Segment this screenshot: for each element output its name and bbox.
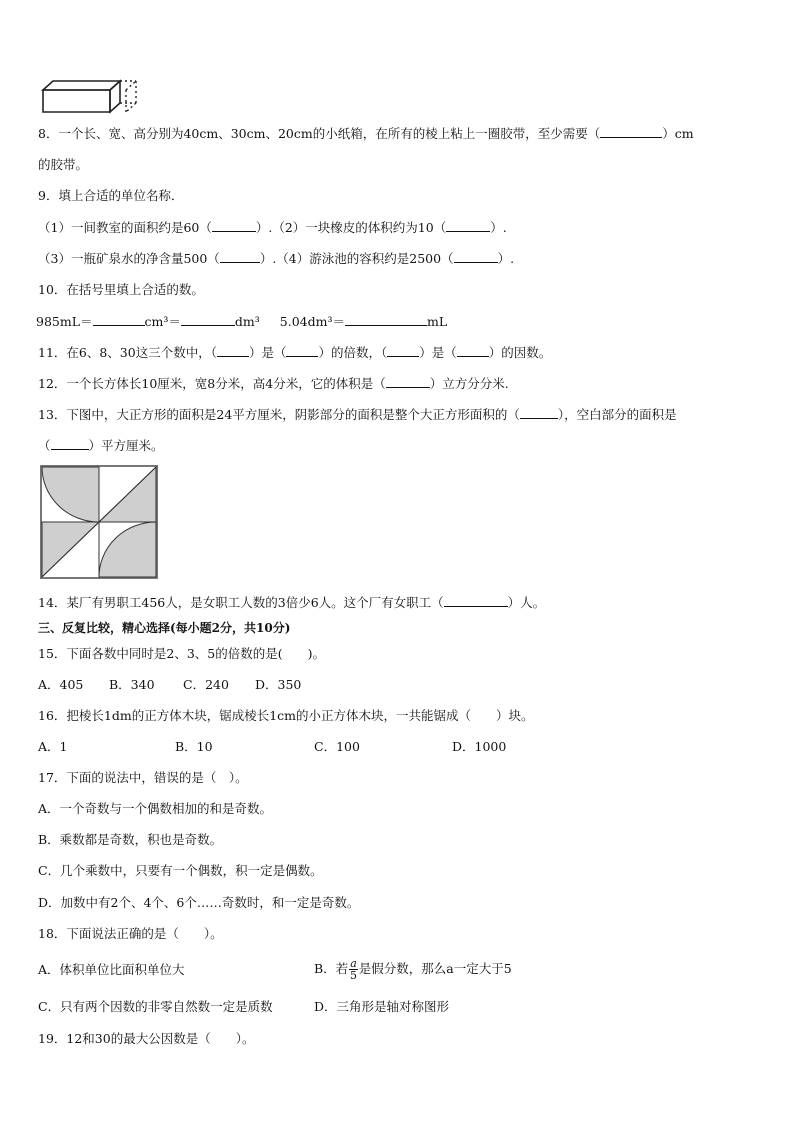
question-16 (38, 708, 534, 724)
q9-p1a: （1）一间教室的面积约是60（ (38, 220, 212, 235)
q18-option-b[interactable] (314, 954, 512, 984)
q10-b: cm³＝ (144, 314, 181, 329)
q17-option-c[interactable] (38, 863, 323, 879)
q8-text-end: ）cm (662, 126, 694, 141)
q18-stem: 18．下面说法正确的是（ ）。 (38, 926, 223, 941)
q17-option-d-label: D．加数中有2个、4个、6个……奇数时，和一定是奇数。 (38, 895, 360, 910)
q13-a: 13．下图中，大正方形的面积是24平方厘米，阴影部分的面积是整个大正方形面积的（ (38, 407, 520, 422)
question-17 (38, 770, 248, 786)
q17-option-c-label: C．几个乘数中，只要有一个偶数，积一定是偶数。 (38, 863, 323, 878)
q16-option-c-label: C．100 (314, 739, 360, 754)
q9-blank-3[interactable] (220, 250, 260, 263)
q13-c: （ (38, 438, 51, 453)
q17-option-b[interactable] (38, 832, 222, 848)
question-9-title (38, 188, 183, 204)
q17-option-a[interactable] (38, 801, 272, 817)
question-13 (38, 406, 677, 423)
q15-stem: 15．下面各数中同时是2、3、5的倍数的是( )。 (38, 646, 326, 661)
q16-option-b[interactable] (175, 739, 213, 755)
q13-blank-1[interactable] (520, 406, 558, 419)
q15-option-d-label: D．350 (255, 677, 302, 692)
question-9-row-2 (38, 250, 514, 267)
q15-option-d[interactable] (255, 677, 301, 693)
q13-d: ）平方厘米。 (88, 438, 164, 453)
q9-p2a: （3）一瓶矿泉水的净含量500（ (38, 251, 220, 266)
q10-title: 10．在括号里填上合适的数。 (38, 282, 204, 297)
q16-option-d[interactable] (452, 739, 506, 755)
q11-b: ）是（ (248, 345, 287, 360)
q11-blank-1[interactable] (217, 344, 249, 357)
q14-a: 14．某厂有男职工456人，是女职工人数的3倍少6人。这个厂有女职工（ (38, 595, 444, 610)
section-3-title: 三、反复比较，精心选择(每小题2分，共10分) (38, 621, 291, 635)
q9-title: 9．填上合适的单位名称． (38, 188, 184, 203)
q12-blank[interactable] (386, 375, 430, 388)
q10-c: dm³ (234, 314, 260, 329)
q18-option-d-label: D．三角形是轴对称图形 (314, 999, 450, 1014)
q11-blank-3[interactable] (387, 344, 419, 357)
q15-option-b-label: B．340 (109, 677, 155, 692)
q9-p1b: ）.（2）一块橡皮的体积约为10（ (255, 220, 447, 235)
q18-option-b-post: 是假分数，那么a一定大于5 (358, 961, 512, 976)
question-18 (38, 926, 223, 942)
q17-option-a-label: A．一个奇数与一个偶数相加的和是奇数。 (38, 801, 273, 816)
q10-blank-1[interactable] (93, 313, 145, 326)
q12-a: 12．一个长方体长10厘米，宽8分米，高4分米，它的体积是（ (38, 376, 386, 391)
question-8 (38, 125, 694, 142)
q11-blank-4[interactable] (457, 344, 489, 357)
q9-blank-1[interactable] (212, 219, 256, 232)
q11-d: ）是（ (419, 345, 457, 360)
q17-stem: 17．下面的说法中，错误的是（ ）。 (38, 770, 248, 785)
q11-blank-2[interactable] (286, 344, 318, 357)
q11-e: ）的因数。 (488, 345, 552, 360)
q9-p2c: ）. (497, 251, 515, 266)
q8-text: 8．一个长、宽、高分别为40cm、30cm、20cm的小纸箱，在所有的棱上粘上一圈胶带，至少需要（ (38, 126, 601, 141)
q10-blank-3[interactable] (345, 313, 427, 326)
q14-b: ）人。 (507, 595, 546, 610)
q19-stem: 19．12和30的最大公因数是（ ）。 (38, 1031, 255, 1046)
q16-stem: 16．把棱长1dm的正方体木块，锯成棱长1cm的小正方体木块，一共能锯成（ ）块。 (38, 708, 534, 723)
question-19 (38, 1031, 254, 1047)
fraction-denominator: 5 (349, 969, 357, 982)
q8-blank[interactable] (600, 125, 662, 138)
question-14 (38, 594, 545, 611)
q12-b: ）立方分分米. (429, 376, 509, 391)
section-3-heading (38, 620, 290, 636)
q16-option-a[interactable] (38, 739, 67, 755)
q9-blank-4[interactable] (454, 250, 498, 263)
q9-p2b: ）.（4）游泳池的容积约是2500（ (259, 251, 454, 266)
q15-option-a-label: A．405 (38, 677, 84, 692)
q16-option-b-label: B．10 (175, 739, 213, 754)
q18-option-c[interactable] (38, 999, 273, 1015)
q15-option-a[interactable] (38, 677, 83, 693)
q15-option-c-label: C．240 (183, 677, 229, 692)
q10-a: 985mL＝ (36, 314, 93, 329)
q18-option-d[interactable] (314, 999, 449, 1015)
q8-text-2: 的胶带。 (38, 157, 89, 172)
q10-d: 5.04dm³＝ (279, 314, 345, 329)
question-15 (38, 646, 325, 662)
q15-option-c[interactable] (183, 677, 229, 693)
q13-blank-2[interactable] (51, 437, 89, 450)
q9-p1c: ）. (490, 220, 507, 235)
q16-option-a-label: A．1 (38, 739, 68, 754)
q18-option-b-pre: B．若 (314, 961, 349, 976)
q18-option-c-label: C．只有两个因数的非零自然数一定是质数 (38, 999, 273, 1014)
cuboid-figure (40, 78, 140, 114)
q11-c: ）的倍数，（ (318, 345, 388, 360)
q13-b: ），空白部分的面积是 (557, 407, 677, 422)
question-10-title (38, 282, 204, 298)
q10-blank-2[interactable] (181, 313, 235, 326)
q10-e: mL (426, 314, 448, 329)
question-10-row (36, 313, 447, 330)
question-12 (38, 375, 509, 392)
q17-option-d[interactable] (38, 895, 359, 911)
q17-option-b-label: B．乘数都是奇数，积也是奇数。 (38, 832, 223, 847)
question-9-row-1 (38, 219, 507, 236)
q18-option-a-label: A．体积单位比面积单位大 (38, 962, 185, 977)
q18-option-a[interactable] (38, 962, 185, 978)
square-shading-figure (40, 465, 160, 581)
q16-option-c[interactable] (314, 739, 360, 755)
q15-option-b[interactable] (109, 677, 155, 693)
q16-option-d-label: D．1000 (452, 739, 507, 754)
q11-a: 11．在6、8、30这三个数中，（ (38, 345, 217, 360)
q9-blank-2[interactable] (446, 219, 490, 232)
fraction-a-over-5 (349, 958, 358, 981)
question-8-cont (38, 157, 88, 173)
question-13-cont (38, 437, 164, 454)
fraction-numerator: a (350, 957, 357, 970)
question-11 (38, 344, 551, 361)
q14-blank[interactable] (444, 594, 508, 607)
